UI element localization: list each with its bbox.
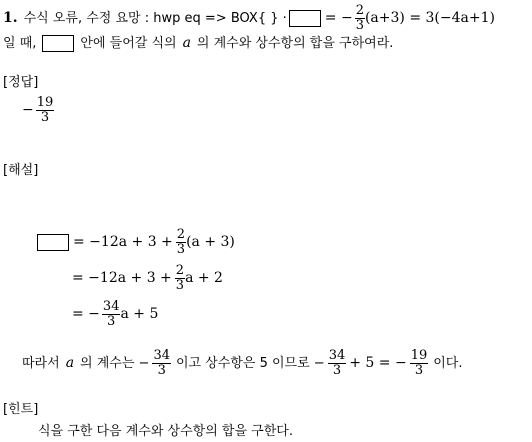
frac-num: 34	[153, 347, 170, 363]
solution-eq-3: = −	[72, 306, 100, 322]
solution-eq-2: = −12a + 3 +	[72, 270, 172, 286]
problem-text-1: 수식 오류, 수정 요망 : hwp eq => BOX{ } ·	[23, 10, 287, 26]
conclusion-text-5: 이다.	[433, 355, 463, 371]
answer-header: [정답]	[3, 75, 39, 90]
solution-line-1	[37, 224, 235, 260]
eq-part-b: (a+3) = 3(−4a+1)	[364, 10, 495, 26]
frac-den: 3	[410, 363, 429, 378]
fraction-2-3	[355, 4, 365, 32]
solution-line-2	[72, 260, 223, 296]
answer-box-3	[37, 234, 69, 251]
conclusion-text-1: 따라서	[22, 355, 60, 371]
conclusion-text-4: + 5 = −	[349, 355, 407, 371]
hint-header: [힌트]	[3, 402, 39, 417]
frac-den: 3	[175, 277, 185, 293]
frac-num: 2	[175, 262, 185, 278]
solution-frac-1	[176, 228, 186, 256]
answer-box-2	[42, 35, 74, 52]
variable-a: a	[182, 35, 191, 51]
problem-number: 1.	[3, 10, 18, 26]
frac-num: 19	[410, 347, 428, 363]
frac-den: 3	[152, 363, 171, 378]
solution-header: [해설]	[3, 163, 39, 178]
problem-middle: 안에 들어갈 식의	[80, 35, 177, 51]
frac-den: 3	[176, 241, 186, 257]
conclusion-text-3: 이고 상수항은 5 이므로 −	[175, 355, 325, 371]
conclusion-frac-1	[152, 349, 171, 377]
frac-num: 34	[102, 298, 120, 314]
conclusion-frac-2	[328, 349, 347, 377]
fraction-num: 2	[355, 2, 364, 18]
fraction-den: 3	[355, 17, 364, 33]
answer-sign: −	[22, 102, 34, 118]
answer-box	[289, 10, 321, 27]
answer-fraction	[36, 96, 55, 124]
answer-value	[22, 92, 54, 128]
solution-tail-2: a + 2	[185, 270, 223, 286]
solution-tail-3: a + 5	[120, 306, 159, 322]
solution-tail-1: (a + 3)	[186, 234, 235, 250]
solution-eq-1: = −12a + 3 +	[73, 234, 173, 250]
problem-line-1	[3, 2, 495, 33]
eq-part-a: = −	[324, 10, 353, 26]
solution-line-3	[72, 296, 158, 332]
frac-den: 3	[328, 363, 347, 378]
frac-num: 34	[328, 347, 346, 363]
solution-frac-3	[102, 300, 121, 328]
frac-den: 3	[102, 314, 121, 329]
problem-end: 의 계수와 상수항의 합을 구하여라.	[196, 35, 394, 51]
frac-num: 2	[176, 226, 186, 242]
variable-a: a	[65, 355, 75, 371]
answer-den: 3	[36, 110, 55, 125]
solution-conclusion	[22, 345, 463, 381]
conclusion-text-2: 의 계수는 −	[80, 355, 150, 371]
solution-frac-2	[175, 264, 185, 292]
answer-num: 19	[36, 94, 54, 110]
conclusion-frac-3	[410, 349, 429, 377]
hint-text: 식을 구한 다음 계수와 상수항의 합을 구한다.	[38, 424, 293, 439]
problem-line-2	[3, 34, 393, 52]
problem-prefix: 일 때,	[3, 35, 37, 51]
